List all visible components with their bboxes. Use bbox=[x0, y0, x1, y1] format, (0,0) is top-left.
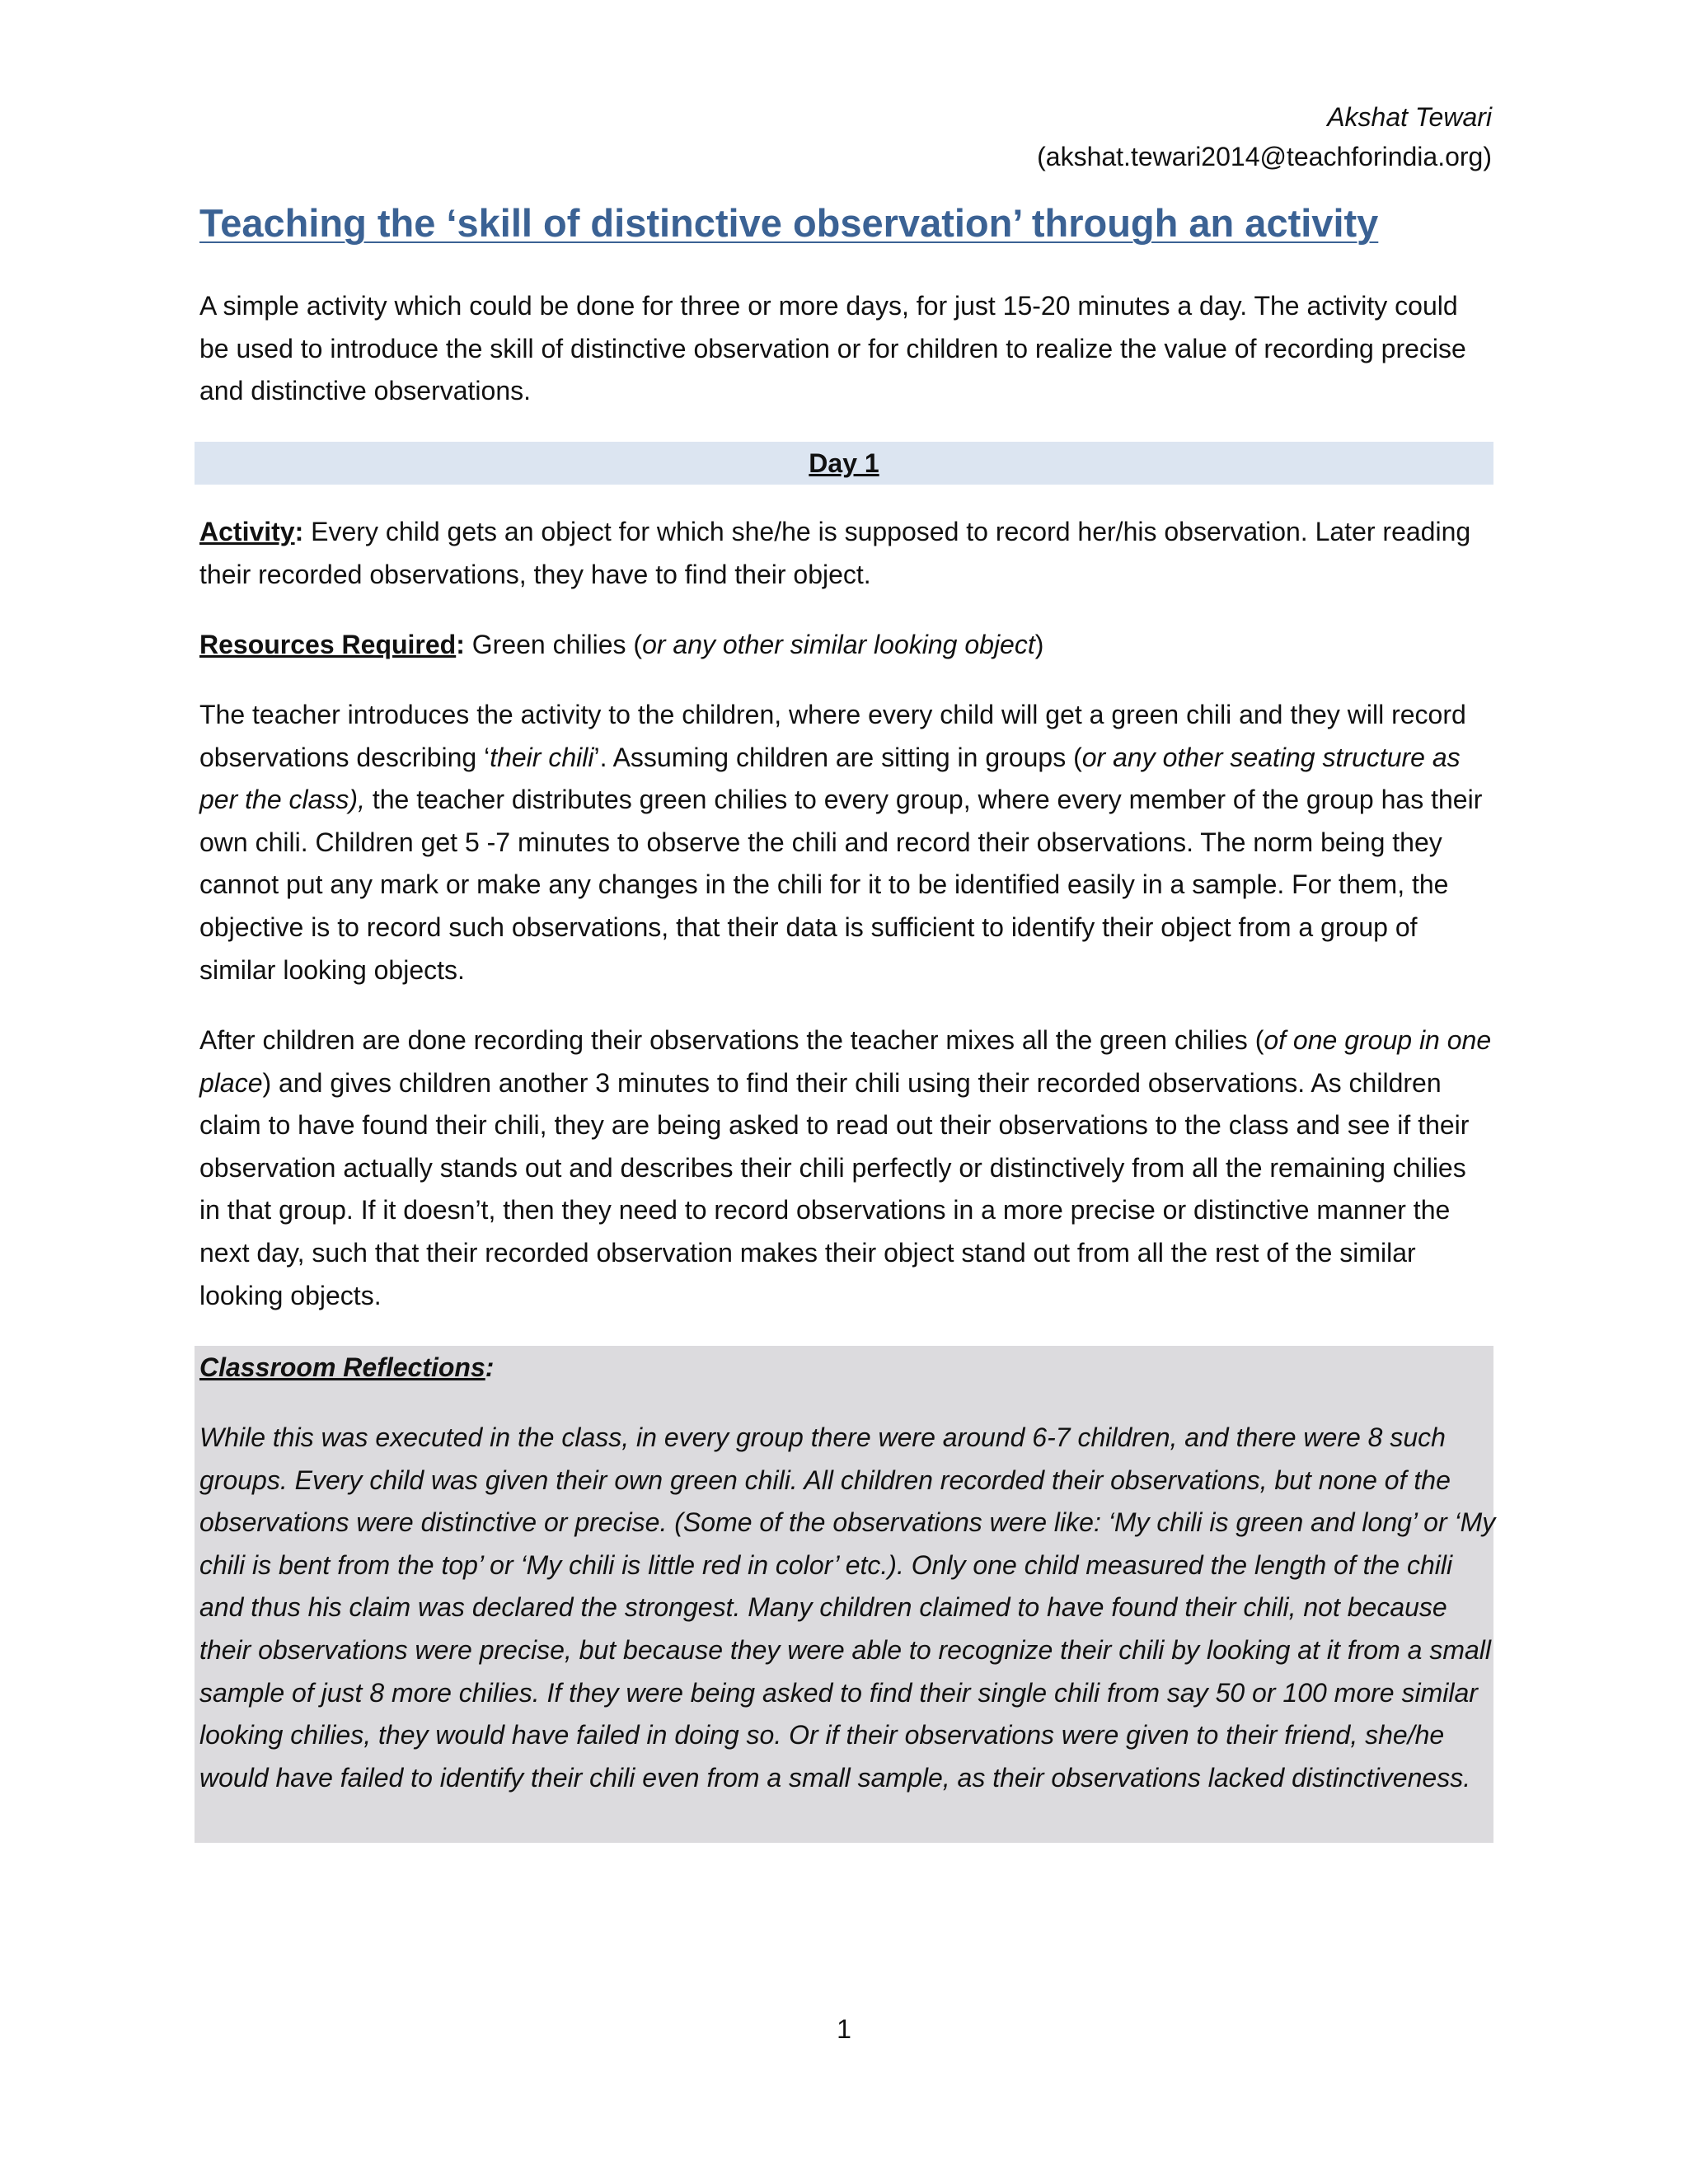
day-1-header-band bbox=[195, 442, 1493, 485]
procedure-text-3: ’. Assuming children are sitting in groups ( bbox=[593, 742, 1082, 772]
followup-paragraph bbox=[199, 1019, 1493, 1317]
followup-text-3: ) and gives children another 3 minutes to find their chili using their recorded observations. As children claim to have found their chili, they are being asked to read out their observations to the class and see if their observation actually stands out and describes their chili perfectly or distinctively from all the remaining chilies in that group. If it doesn’t, then they need to record observations in a more precise or distinctive manner the next day, such that their recorded observation makes their object stand out from all the rest of the similar looking objects. bbox=[199, 1067, 1470, 1310]
author-block bbox=[1037, 97, 1492, 176]
intro-paragraph: A simple activity which could be done for three or more days, for just 15-20 minutes a day. The activity could be used to introduce the skill of distinctive observation or for children to realize the value of recording precise and distinctive observations. bbox=[199, 291, 1466, 406]
activity-label: Activity bbox=[199, 517, 295, 546]
resources-paragraph bbox=[199, 624, 1493, 667]
procedure-text-2: their chili bbox=[490, 742, 594, 772]
procedure-paragraph bbox=[199, 694, 1493, 991]
procedure-text-1: The teacher introduces the activity to the children, where every child will get a green chili and they will record observations describing ‘ bbox=[199, 700, 1466, 772]
resources-text-before: Green chilies ( bbox=[464, 630, 643, 659]
author-name: Akshat Tewari bbox=[1327, 102, 1492, 132]
followup-text-2: of one group in one place bbox=[199, 1025, 1492, 1098]
resources-text-after: ) bbox=[1034, 630, 1044, 659]
day-1-label: Day 1 bbox=[809, 448, 879, 478]
resources-label: Resources Required bbox=[199, 630, 457, 659]
reflections-text: While this was executed in the class, in every group there were around 6-7 children, and there were 8 such groups. Every child was given their own green chili. All children recorded their observations, but none of the observations were distinctive or precise. (Some of the observations were like: ‘My chili is green and long’ or ‘My chili is bent from the top’ or ‘My chili is little red in color’ etc.). Only one child measured the length of the chili and thus his claim was declared the strongest. Many children claimed to have found their chili, not because their observations were precise, but because they were able to recognize their chili by looking at it from a small sample of just 8 more chilies. If they were being asked to find their single chili from say 50 or 100 more similar looking chilies, they would have failed in doing so. Or if their observations were given to their friend, she/he would have failed to identify their chili even from a small sample, as their observations lacked distinctiveness. bbox=[199, 1422, 1496, 1793]
resources-text-italic: or any other similar looking object bbox=[642, 630, 1035, 659]
procedure-text-4: or any other seating structure as per the class), bbox=[199, 742, 1461, 815]
reflections-heading-line bbox=[199, 1347, 494, 1390]
activity-colon: : bbox=[294, 517, 304, 546]
reflections-colon: : bbox=[485, 1352, 495, 1382]
activity-paragraph bbox=[199, 511, 1493, 596]
procedure-text-5: the teacher distributes green chilies to every group, where every member of the group has their own chili. Children get 5 -7 minutes to observe the chili and record their observations. The norm being they cannot put any mark or make any changes in the chili for it to be identified easily in a sample. For them, the objective is to record such observations, that their data is sufficient to identify their object from a group of similar looking objects. bbox=[199, 785, 1483, 985]
author-email: (akshat.tewari2014@teachforindia.org) bbox=[1037, 142, 1492, 171]
resources-colon: : bbox=[456, 630, 465, 659]
followup-text-1: After children are done recording their observations the teacher mixes all the green chilies ( bbox=[199, 1025, 1264, 1055]
reflections-heading: Classroom Reflections bbox=[199, 1352, 485, 1382]
page-number: 1 bbox=[837, 2014, 851, 2044]
document-title: Teaching the ‘skill of distinctive observation’ through an activity bbox=[199, 201, 1379, 245]
activity-text: Every child gets an object for which she/he is supposed to record her/his observation. Later reading their recorded observations, they have to find their object. bbox=[199, 517, 1471, 589]
